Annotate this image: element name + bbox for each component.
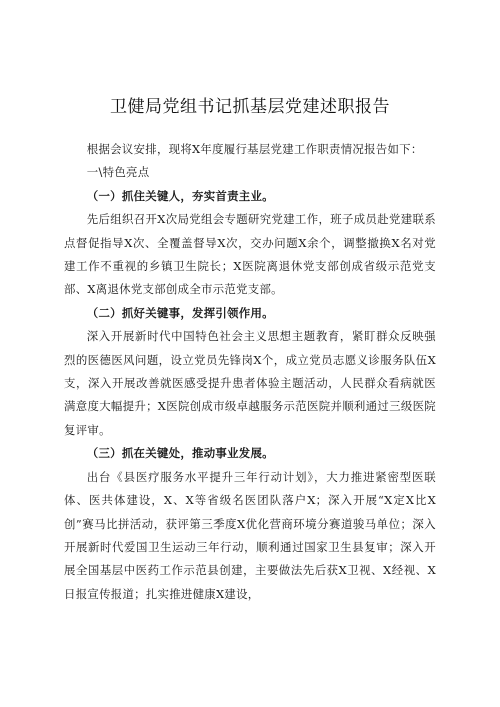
subsection-heading: （二）抓好关键事，发挥引领作用。	[86, 305, 274, 320]
document-title: 卫健局党组书记抓基层党建述职报告	[110, 97, 390, 117]
intro-paragraph: 根据会议安排，现将X年度履行基层党建工作职责情况报告如下：	[86, 142, 423, 156]
subsection-heading: （一）抓住关键人，夯实首责主业。	[86, 188, 274, 203]
subsection-paragraph: 深入开展新时代中国特色社会主义思想主题教育，紧盯群众反映强烈的医德医风问题，设立党员先锋岗X个，成立党员志愿义诊服务队伍X支，深入开展改善就医感受提升患者体验主题活动，人民群众看病就医满意度大幅提升；X医院创成市级卓越服务示范医院并顺利通过三级医院复评审。	[64, 329, 436, 437]
section-heading: 一\特色亮点	[86, 165, 150, 180]
subsection-paragraph: 出台《县医疗服务水平提升三年行动计划》，大力推进紧密型医联体、医共体建设，X、X等省级名医团队落户X；深入开展“X定X比X创”赛马比拼活动，获评第三季度X优化营商环境分赛道骏马单位；深入开展新时代爱国卫生运动三年行动，顺利通过国家卫生县复审；深入开展全国基层中医药工作示范县创建，主要做法先后获X卫视、X经视、X日报宣传报道；扎实推进健康X建设，	[64, 469, 436, 601]
document-body	[64, 138, 436, 606]
subsection-heading: （三）抓在关键处，推动事业发展。	[86, 446, 274, 461]
subsection-paragraph: 先后组织召开X次局党组会专题研究党建工作，班子成员赴党建联系点督促指导X次、全覆盖督导X次，交办问题X余个，调整撤换X名对党建工作不重视的乡镇卫生院长；X医院离退休党支部创成省级示范党支部、X离退休党支部创成全市示范党支部。	[64, 212, 436, 297]
